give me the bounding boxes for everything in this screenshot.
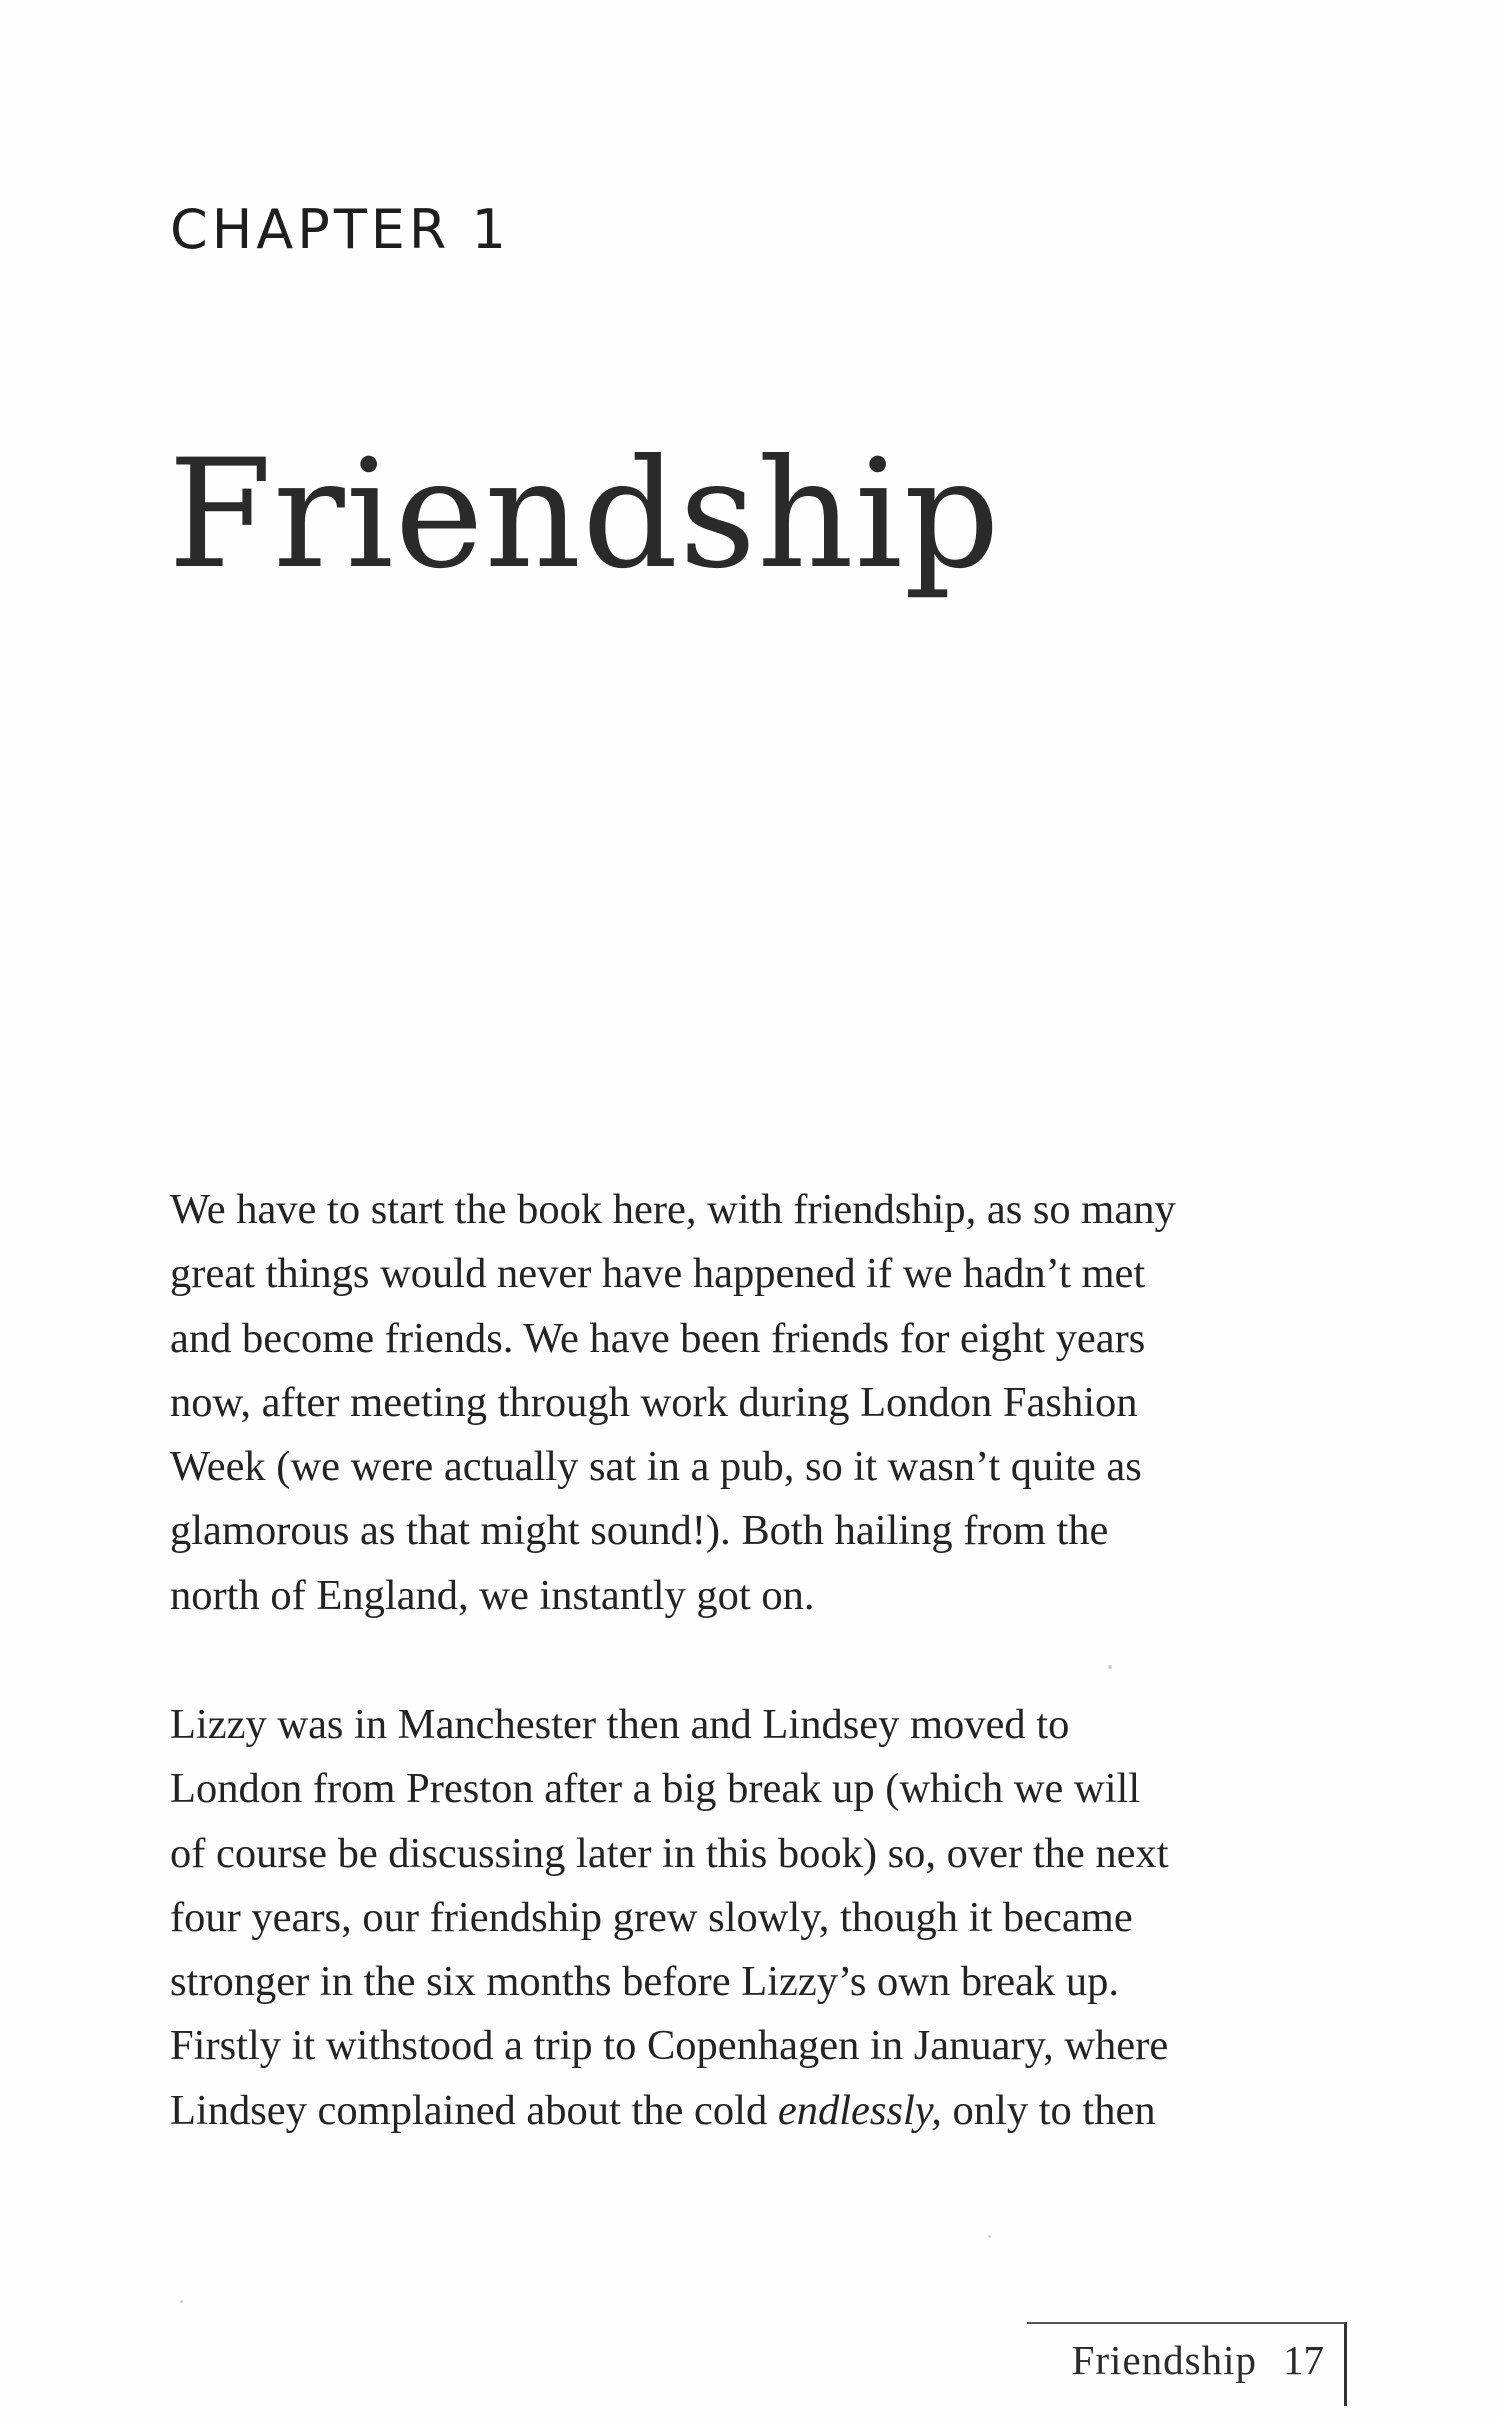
chapter-title: Friendship <box>168 428 1001 602</box>
paragraph-line: and become friends. We have been friends for eight years <box>170 1314 1146 1362</box>
paragraph-line: north of England, we instantly got on. <box>170 1571 815 1619</box>
page-footer <box>1027 2322 1347 2406</box>
scan-speck <box>180 2300 183 2303</box>
paragraph-line: of course be discussing later in this book) so, over the next <box>170 1829 1169 1877</box>
paragraph-line: Week (we were actually sat in a pub, so it wasn’t quite as <box>170 1443 1142 1491</box>
emphasis-text: endlessly, <box>777 2086 942 2134</box>
paragraph-line: glamorous as that might sound!). Both hailing from the <box>170 1507 1109 1555</box>
paragraph-line: We have to start the book here, with friendship, as so many <box>170 1186 1176 1233</box>
paragraph-line-last <box>170 2079 1320 2143</box>
scan-speck <box>1108 1665 1112 1669</box>
chapter-label: CHAPTER 1 <box>170 198 510 261</box>
page-number: 17 <box>1283 2337 1324 2383</box>
line-text-before: Lindsey complained about the cold <box>170 2086 778 2134</box>
paragraph-line: Firstly it withstood a trip to Copenhagen in January, where <box>170 2022 1169 2070</box>
paragraph-line: now, after meeting through work during London Fashion <box>170 1378 1138 1426</box>
paragraph-1 <box>170 1178 1320 1628</box>
paragraph-line: four years, our friendship grew slowly, though it became <box>170 1893 1133 1941</box>
paragraph-line: great things would never have happened if we hadn’t met <box>170 1250 1146 1298</box>
running-title: Friendship <box>1071 2337 1257 2383</box>
scan-speck <box>988 2235 991 2238</box>
line-text-after: only to then <box>941 2086 1156 2134</box>
paragraph-line: stronger in the six months before Lizzy’s own break up. <box>170 1958 1119 2006</box>
paragraph-2 <box>170 1693 1320 2143</box>
paragraph-line: London from Preston after a big break up (which we will <box>170 1765 1141 1813</box>
paragraph-line: Lizzy was in Manchester then and Lindsey moved to <box>170 1701 1070 1748</box>
